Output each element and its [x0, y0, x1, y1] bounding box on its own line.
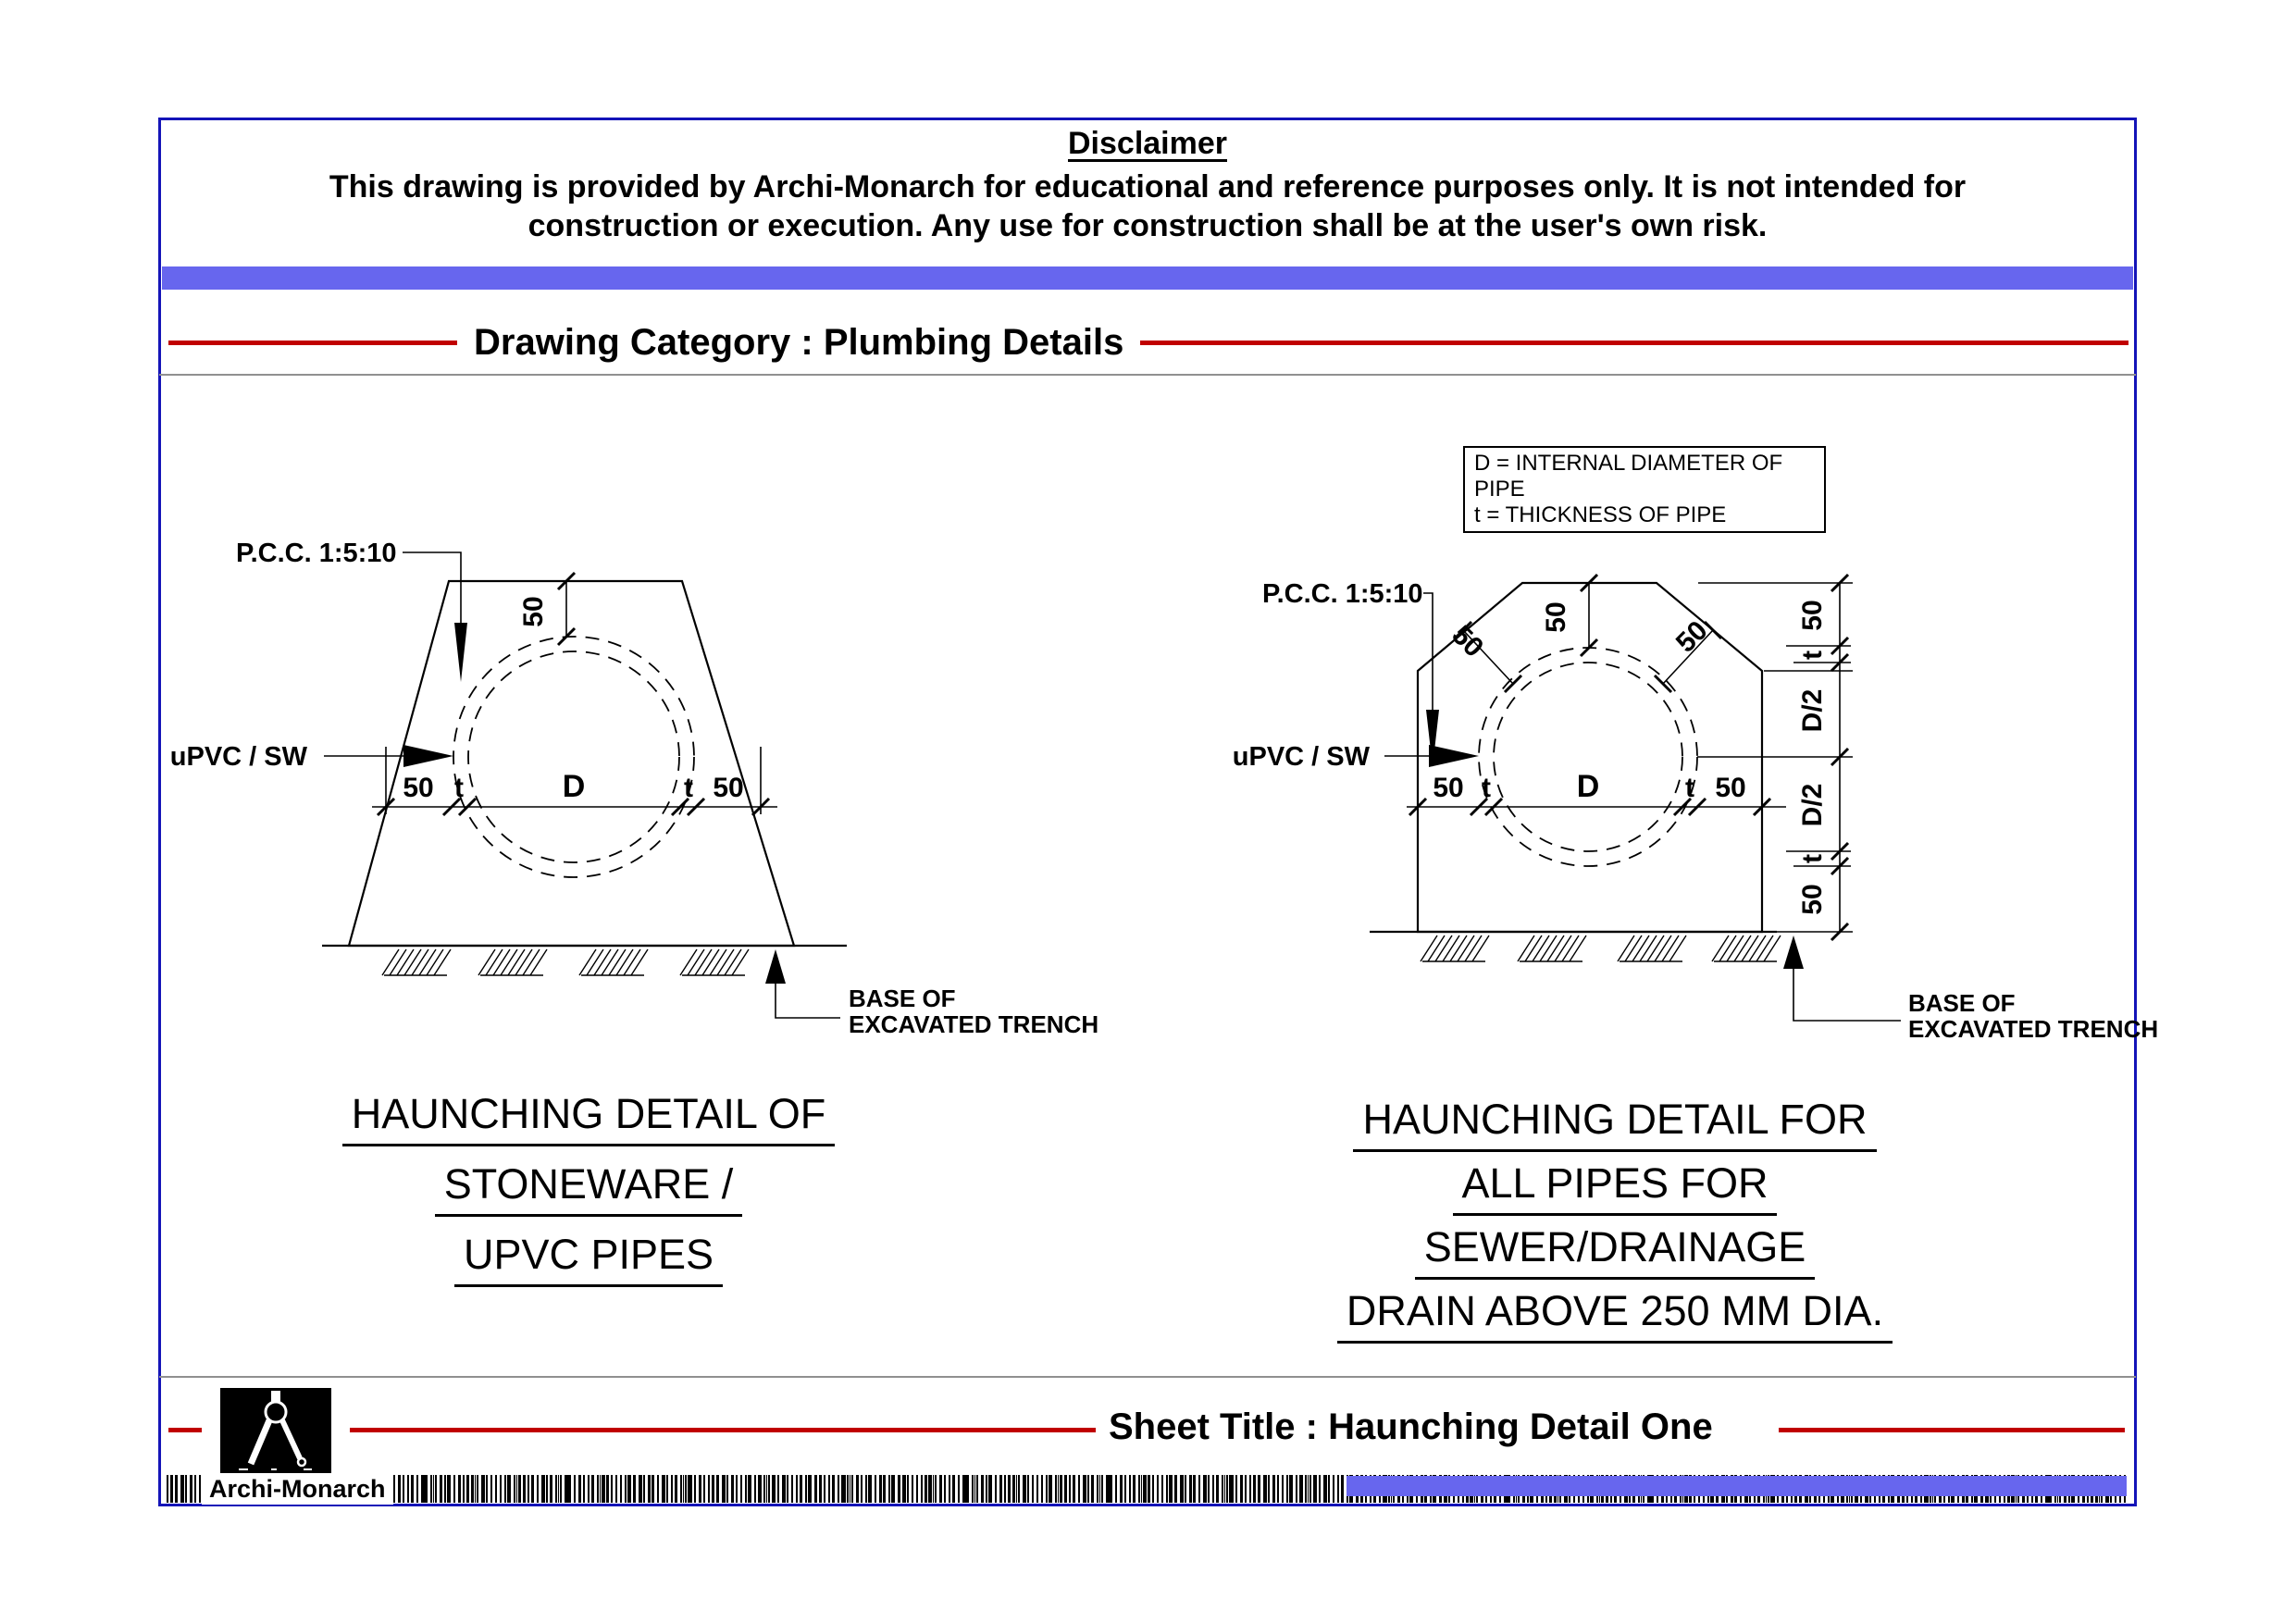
- accent-bar-bottom: [1347, 1476, 2127, 1496]
- base-label-line1: BASE OF: [1908, 989, 2016, 1017]
- vchain-t-bot: t: [1797, 854, 1828, 863]
- divider-top: [159, 374, 2136, 376]
- pipe-label: uPVC / SW: [169, 742, 307, 772]
- title-left-line2: STONEWARE /: [435, 1160, 743, 1217]
- legend-line-2: t = THICKNESS OF PIPE: [1474, 502, 1727, 527]
- base-label-line2: EXCAVATED TRENCH: [1908, 1015, 2159, 1043]
- title-left-line1: HAUNCHING DETAIL OF: [342, 1090, 836, 1146]
- dim-50-left: 50: [1433, 773, 1464, 803]
- dim-t-left: t: [454, 773, 464, 803]
- dim-t-right: t: [1685, 773, 1694, 803]
- category-label: Drawing Category : Plumbing Details: [474, 321, 1124, 363]
- title-right-line2: ALL PIPES FOR: [1453, 1159, 1778, 1216]
- haunching-drawing-left: [167, 514, 1166, 1055]
- base-label-line1: BASE OF: [849, 985, 956, 1012]
- archi-monarch-logo: [220, 1388, 331, 1474]
- title-left: [265, 1090, 912, 1301]
- disclaimer-line-1: This drawing is provided by Archi-Monarch for educational and reference purposes only. It is not intended for: [329, 169, 1967, 204]
- title-right-line3: SEWER/DRAINAGE: [1415, 1223, 1816, 1280]
- dim-chamfer-right: 50: [1669, 614, 1714, 659]
- sheet-rule-left: [350, 1428, 1096, 1432]
- title-right-line4: DRAIN ABOVE 250 MM DIA.: [1337, 1287, 1893, 1344]
- dim-d: D: [1576, 769, 1600, 804]
- disclaimer-line-2: construction or execution. Any use for construction shall be at the user's own risk.: [527, 208, 1768, 243]
- title-right: [1291, 1096, 1939, 1351]
- vchain-t-top: t: [1797, 650, 1828, 660]
- category-rule-left: [168, 341, 457, 345]
- dim-top-50: 50: [1541, 601, 1571, 633]
- pipe-label: uPVC / SW: [1232, 742, 1370, 772]
- vchain-50-bot: 50: [1797, 884, 1828, 915]
- vchain-50-top: 50: [1797, 600, 1828, 631]
- pcc-label: P.C.C. 1:5:10: [236, 539, 397, 568]
- dim-top-50: 50: [518, 596, 549, 627]
- sheet-title-label: Sheet Title : Haunching Detail One: [1109, 1406, 1713, 1447]
- category-rule-right: [1140, 341, 2128, 345]
- dim-t-left: t: [1482, 773, 1491, 803]
- disclaimer-title: Disclaimer: [1068, 126, 1227, 161]
- dim-chamfer-left: 50: [1446, 619, 1490, 663]
- vchain-d2-top: D/2: [1797, 688, 1828, 733]
- sheet-rule-right: [1779, 1428, 2125, 1432]
- dim-t-right: t: [684, 773, 693, 803]
- divider-bottom: [159, 1376, 2136, 1378]
- haunching-drawing-right: [1231, 514, 2159, 1050]
- category-band: [168, 320, 2128, 365]
- sheet-rule-dash: [168, 1428, 202, 1432]
- legend-line-1: D = INTERNAL DIAMETER OF PIPE: [1474, 451, 1783, 502]
- title-right-line1: HAUNCHING DETAIL FOR: [1353, 1096, 1876, 1152]
- accent-bar-top: [162, 266, 2133, 290]
- disclaimer-block: [185, 126, 2110, 245]
- title-left-line3: UPVC PIPES: [454, 1231, 723, 1287]
- dim-d: D: [562, 769, 586, 804]
- dim-50-left: 50: [403, 773, 434, 803]
- dim-50-right: 50: [1715, 773, 1746, 803]
- pcc-label: P.C.C. 1:5:10: [1262, 579, 1423, 609]
- vchain-d2-bot: D/2: [1797, 783, 1828, 827]
- brand-label: Archi-Monarch: [202, 1473, 393, 1505]
- dim-50-right: 50: [713, 773, 744, 803]
- base-label-line2: EXCAVATED TRENCH: [849, 1010, 1099, 1038]
